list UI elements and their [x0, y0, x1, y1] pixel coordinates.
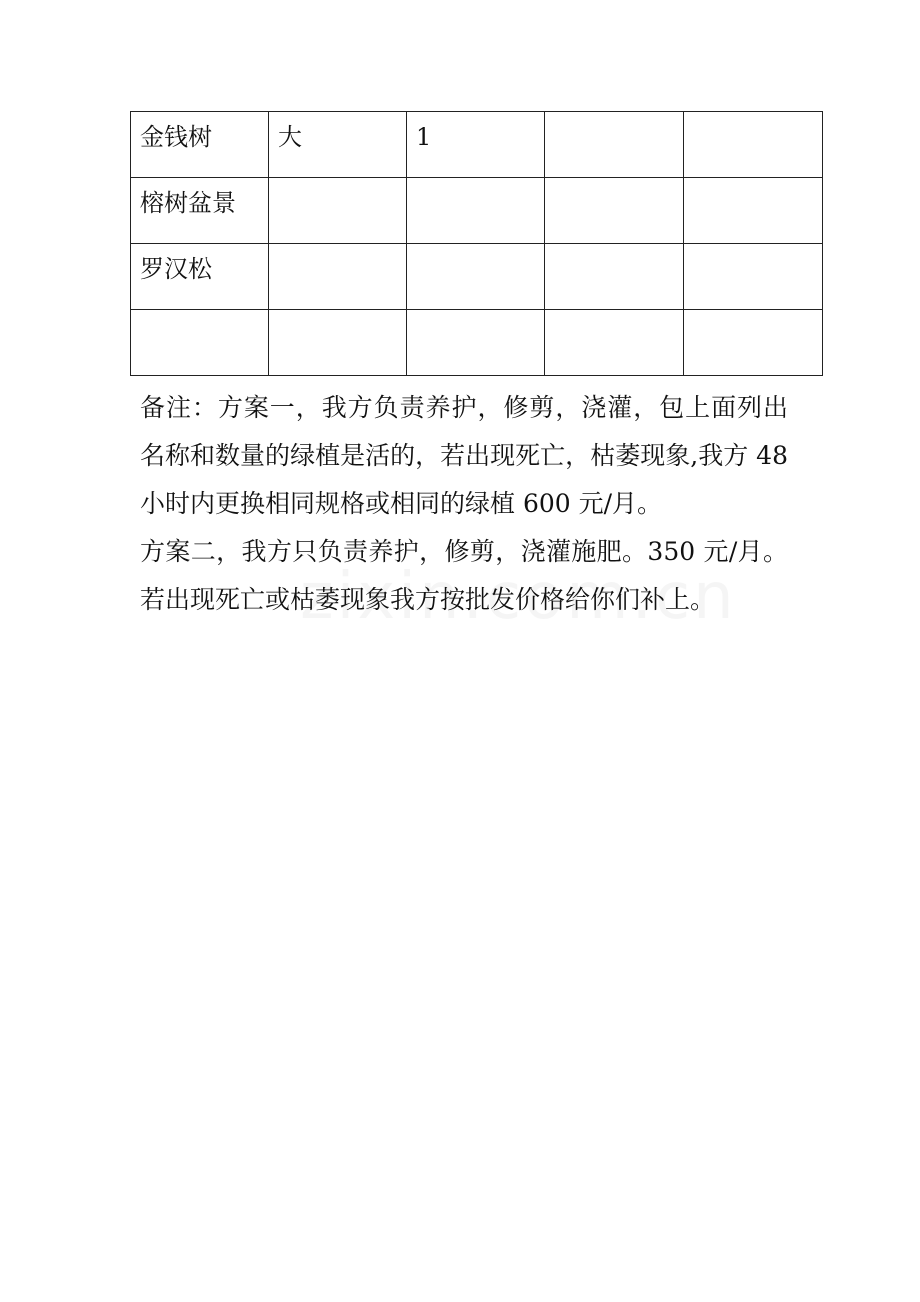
plan-two-paragraph: 方案二，我方只负责养护，修剪，浇灌施肥。350 元/月。若出现死亡或枯萎现象我方按批发价格给你们补上。	[140, 537, 788, 614]
table-row	[131, 244, 823, 310]
table-cell	[407, 178, 545, 244]
table-cell	[407, 244, 545, 310]
plant-table	[130, 111, 823, 376]
table-cell	[269, 310, 407, 376]
table-cell	[684, 178, 823, 244]
table-row	[131, 178, 823, 244]
table-cell: 榕树盆景	[131, 178, 269, 244]
table-cell	[407, 310, 545, 376]
table-cell: 大	[269, 112, 407, 178]
table-cell: 罗汉松	[131, 244, 269, 310]
table-cell	[545, 112, 684, 178]
plan-one-paragraph: 备注：方案一，我方负责养护，修剪，浇灌，包上面列出名称和数量的绿植是活的，若出现死亡，枯萎现象,我方 48 小时内更换相同规格或相同的绿植 600 元/月。	[140, 393, 788, 518]
table-cell: 金钱树	[131, 112, 269, 178]
table-cell	[684, 310, 823, 376]
table-cell	[131, 310, 269, 376]
table-cell: 1	[407, 112, 545, 178]
table-row	[131, 310, 823, 376]
table-cell	[684, 244, 823, 310]
table-row	[131, 112, 823, 178]
table-cell	[269, 244, 407, 310]
table-cell	[269, 178, 407, 244]
watermark	[300, 560, 737, 634]
table-cell	[545, 244, 684, 310]
table-cell	[545, 310, 684, 376]
table-cell	[684, 112, 823, 178]
table-cell	[545, 178, 684, 244]
